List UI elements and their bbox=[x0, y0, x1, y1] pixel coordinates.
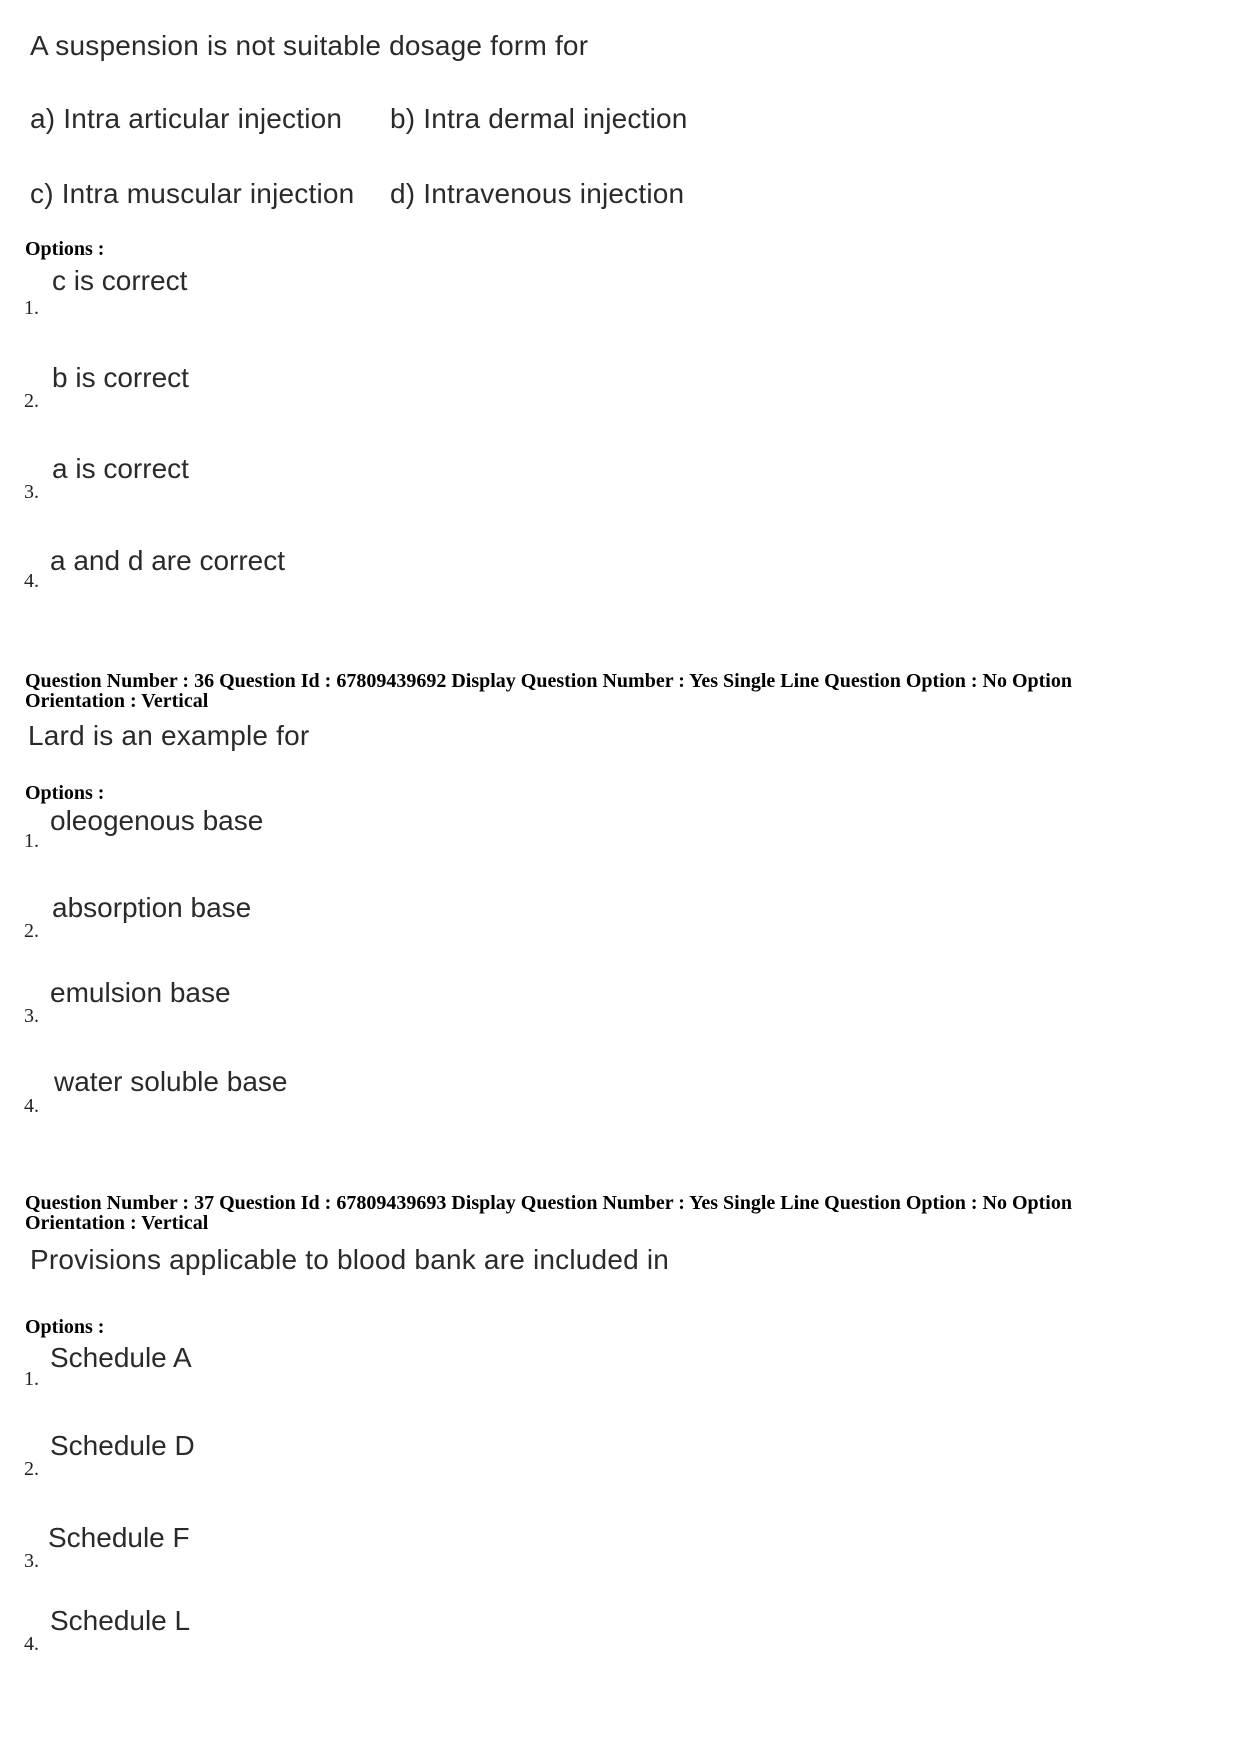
question-36-option-2-number: 2. bbox=[24, 920, 39, 942]
question-37-stem: Provisions applicable to blood bank are included in bbox=[30, 1244, 670, 1275]
question-35-option-4-number: 4. bbox=[24, 570, 39, 592]
question-35-option-3-text[interactable]: a is correct bbox=[52, 453, 189, 484]
question-35-choice-a: a) Intra articular injection bbox=[30, 103, 343, 134]
question-37-option-4-number: 4. bbox=[24, 1633, 39, 1655]
question-36-meta-line-2: Orientation : Vertical bbox=[25, 690, 209, 712]
question-36-options-label: Options : bbox=[25, 782, 105, 804]
question-37-meta-line-1: Question Number : 37 Question Id : 67809439693 Display Question Number : Yes Single Line Question Option : No Option bbox=[25, 1192, 1072, 1214]
question-35-option-3-number: 3. bbox=[24, 481, 39, 503]
question-35-option-1-number: 1. bbox=[24, 297, 39, 319]
question-36-option-1-text[interactable]: oleogenous base bbox=[50, 805, 264, 836]
question-37-option-1-number: 1. bbox=[24, 1368, 39, 1390]
question-36-option-3-text[interactable]: emulsion base bbox=[50, 977, 231, 1008]
question-36-option-2-text[interactable]: absorption base bbox=[52, 892, 252, 923]
question-35-choice-b: b) Intra dermal injection bbox=[390, 103, 688, 134]
question-36-stem: Lard is an example for bbox=[28, 720, 310, 751]
question-36-option-3-number: 3. bbox=[24, 1005, 39, 1027]
question-36-meta-line-1: Question Number : 36 Question Id : 67809439692 Display Question Number : Yes Single Line Question Option : No Option bbox=[25, 670, 1072, 692]
question-35-option-2-number: 2. bbox=[24, 390, 39, 412]
question-37-option-1-text[interactable]: Schedule A bbox=[50, 1342, 192, 1373]
question-37-option-3-text[interactable]: Schedule F bbox=[48, 1522, 190, 1553]
question-37-option-2-text[interactable]: Schedule D bbox=[50, 1430, 195, 1461]
question-35-options-label: Options : bbox=[25, 238, 105, 260]
question-37-meta bbox=[25, 1193, 1215, 1233]
question-37-option-3-number: 3. bbox=[24, 1550, 39, 1572]
question-35-option-1-text[interactable]: c is correct bbox=[52, 265, 188, 296]
question-35-option-4-text[interactable]: a and d are correct bbox=[50, 545, 286, 576]
question-37-option-4-text[interactable]: Schedule L bbox=[50, 1605, 191, 1636]
question-35-choice-c: c) Intra muscular injection bbox=[30, 178, 355, 209]
question-36-meta bbox=[25, 671, 1215, 711]
question-35-choice-d: d) Intravenous injection bbox=[390, 178, 685, 209]
question-35-option-2-text[interactable]: b is correct bbox=[52, 362, 189, 393]
question-36-option-1-number: 1. bbox=[24, 830, 39, 852]
question-36-option-4-number: 4. bbox=[24, 1095, 39, 1117]
question-37-options-label: Options : bbox=[25, 1316, 105, 1338]
question-37-meta-line-2: Orientation : Vertical bbox=[25, 1212, 209, 1234]
question-35-stem: A suspension is not suitable dosage form for bbox=[30, 30, 589, 61]
question-37-option-2-number: 2. bbox=[24, 1458, 39, 1480]
question-36-option-4-text[interactable]: water soluble base bbox=[54, 1066, 288, 1097]
